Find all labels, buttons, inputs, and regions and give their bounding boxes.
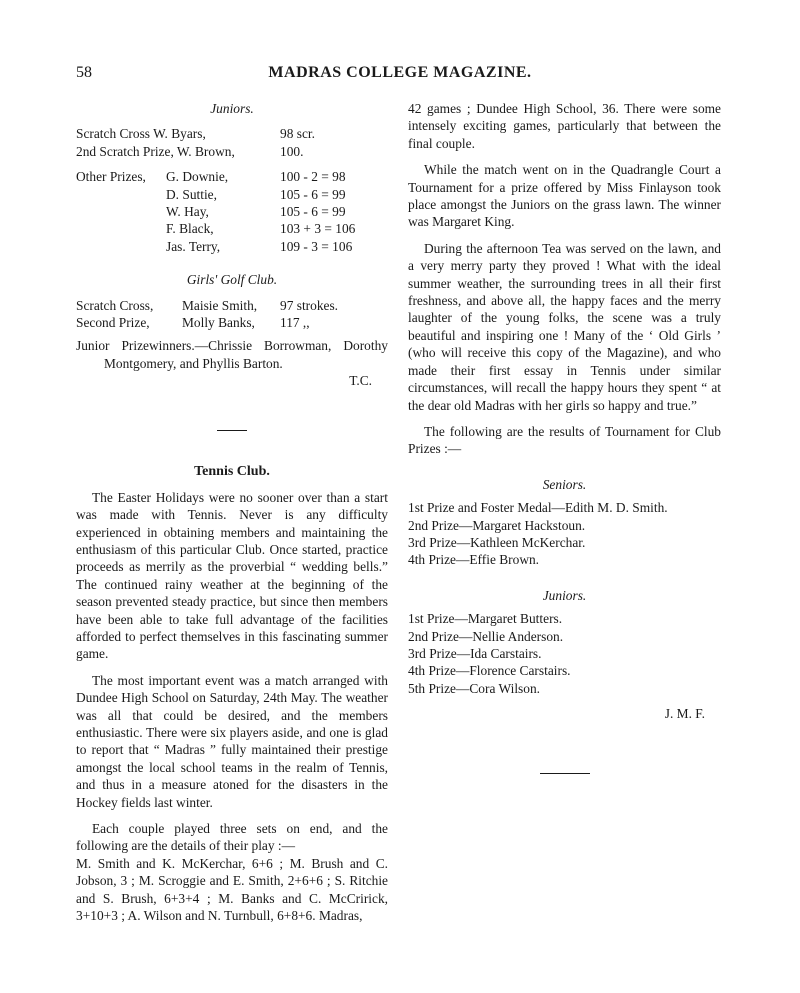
page-number: 58 [76,64,92,81]
match-results-paragraph: M. Smith and K. McKerchar, 6+6 ; M. Brush and C. Jobson, 3 ; M. Scroggie and E. Smith, 2+6+6 ; S. Ritchie and S. Brush, 6+3+4 ; M. Banks and C. McCririck, 3+10+3 ; A. Wilson and N. Turnbull, 6+8+6. Madras, [76,855,388,924]
tennis-club-heading: Tennis Club. [194,463,270,479]
list-item: 3rd Prize—Kathleen McKerchar. [408,534,586,550]
table-row [76,297,338,314]
table-row [76,125,315,142]
row-label: Scratch Cross W. Byars, [76,126,206,142]
list-item: 4th Prize—Florence Carstairs. [408,663,571,679]
row-label: 2nd Scratch Prize, W. Brown, [76,143,235,159]
prize-score: 103 + 3 = 106 [280,221,356,237]
row-name: Maisie Smith, [182,297,258,313]
row-value: 97 strokes. [280,297,339,313]
juniors-golf-heading: Juniors. [210,101,254,116]
table-row [76,143,315,160]
junior-prizewinners: Junior Prizewinners.—Chrissie Borrowman, Dorothy Montgomery, and Phyllis Barton. [76,338,388,371]
juniors-heading: Juniors. [542,587,587,603]
other-prizes-label: Other Prizes, [76,169,146,185]
row-label: Scratch Cross, [76,297,154,313]
list-item: 3rd Prize—Ida Carstairs. [408,645,542,661]
prize-name: Jas. Terry, [166,238,221,254]
magazine-title: MADRAS COLLEGE MAGAZINE. [268,64,532,81]
continued-paragraph: 42 games ; Dundee High School, 36. There were some intensely exciting games, particularly that between the final couple. [408,101,721,151]
girls-golf-table [76,297,338,332]
row-label: Second Prize, [76,315,150,331]
prize-score: 109 - 3 = 106 [280,238,353,254]
junior-scratch-table [76,125,315,160]
signature-tc: T.C. [349,373,372,389]
afternoon-tea-paragraph: During the afternoon Tea was served on the lawn, and a very merry party they proved ! What with the ideal summer weather, the surrounding trees in all their first freshness, and above all, the happy faces and the merry laughter of the young folks, the scene was a truly beautiful and inspiring one ! Many of the ‘ Old Girls ’ (who will receive this copy of the Magazine), and who made their first essay in Tennis under similar circumstances, will recall the happy hours they spent “ at the dear old Madras with her girls so happy and true.” [408,240,721,413]
juniors-list [408,610,721,697]
table-row [76,314,338,331]
prize-name: W. Hay, [166,204,209,220]
tennis-paragraph-3: Each couple played three sets on end, and the following are the details of their play :— [76,821,388,854]
prize-name: D. Suttie, [166,186,217,202]
list-item: 5th Prize—Cora Wilson. [408,680,540,696]
row-value: 117 ,, [280,315,310,331]
tennis-paragraph-2: The most important event was a match arranged with Dundee High School on Saturday, 24th May. The weather was all that could be desired, and the members enthusiastic. There were six players aside, and one is glad to report that “ Madras ” fully maintained their prestige amongst the local school teams in the realm of Tennis, and thus in a measure atoned for the disasters in the Hockey fields last winter. [76,672,388,810]
left-column [76,100,388,924]
end-divider [540,773,590,774]
right-column [408,100,721,774]
section-divider [217,430,247,431]
seniors-heading: Seniors. [542,476,587,492]
prize-score: 100 - 2 = 98 [280,169,346,185]
girls-golf-heading: Girls' Golf Club. [186,272,278,288]
row-name: Molly Banks, [182,315,255,331]
table-row [76,238,355,255]
signature-jmf: J. M. F. [664,706,705,722]
prize-score: 105 - 6 = 99 [280,204,346,220]
quadrangle-paragraph: While the match went on in the Quadrangle Court a Tournament for a prize offered by Miss Finlayson took place amongst the Juniors on the grass lawn. The winner was Margaret King. [408,162,721,230]
table-row [76,203,355,220]
seniors-list [408,499,721,569]
row-value: 100. [280,143,304,159]
table-row [76,220,355,237]
prize-name: F. Black, [166,221,214,237]
list-item: 4th Prize—Effie Brown. [408,552,540,568]
other-prizes-table [76,168,355,255]
prize-name: G. Downie, [166,169,229,185]
table-row [76,168,355,185]
list-item: 1st Prize—Margaret Butters. [408,611,563,627]
table-row [76,186,355,203]
list-item: 2nd Prize—Nellie Anderson. [408,628,564,644]
tournament-intro-paragraph: The following are the results of Tournament for Club Prizes :— [408,423,721,457]
list-item: 2nd Prize—Margaret Hackstoun. [408,517,586,533]
page-header [0,64,800,86]
row-value: 98 scr. [280,126,315,142]
list-item: 1st Prize and Foster Medal—Edith M. D. Smith. [408,500,668,516]
tennis-paragraph-1: The Easter Holidays were no sooner over than a start was made with Tennis. Never is any difficulty experienced in obtaining members and maintaining the enthusiasm of this particular Club. Once started, practice proceeds as merrily as the proverbial “ wedding bells.” The continued rainy weather at the beginning of the season prevented steady practice, but since then members have been able to take full advantage of the facilities afforded to perfect themselves in this fascinating summer game. [76,489,388,662]
prize-score: 105 - 6 = 99 [280,186,346,202]
